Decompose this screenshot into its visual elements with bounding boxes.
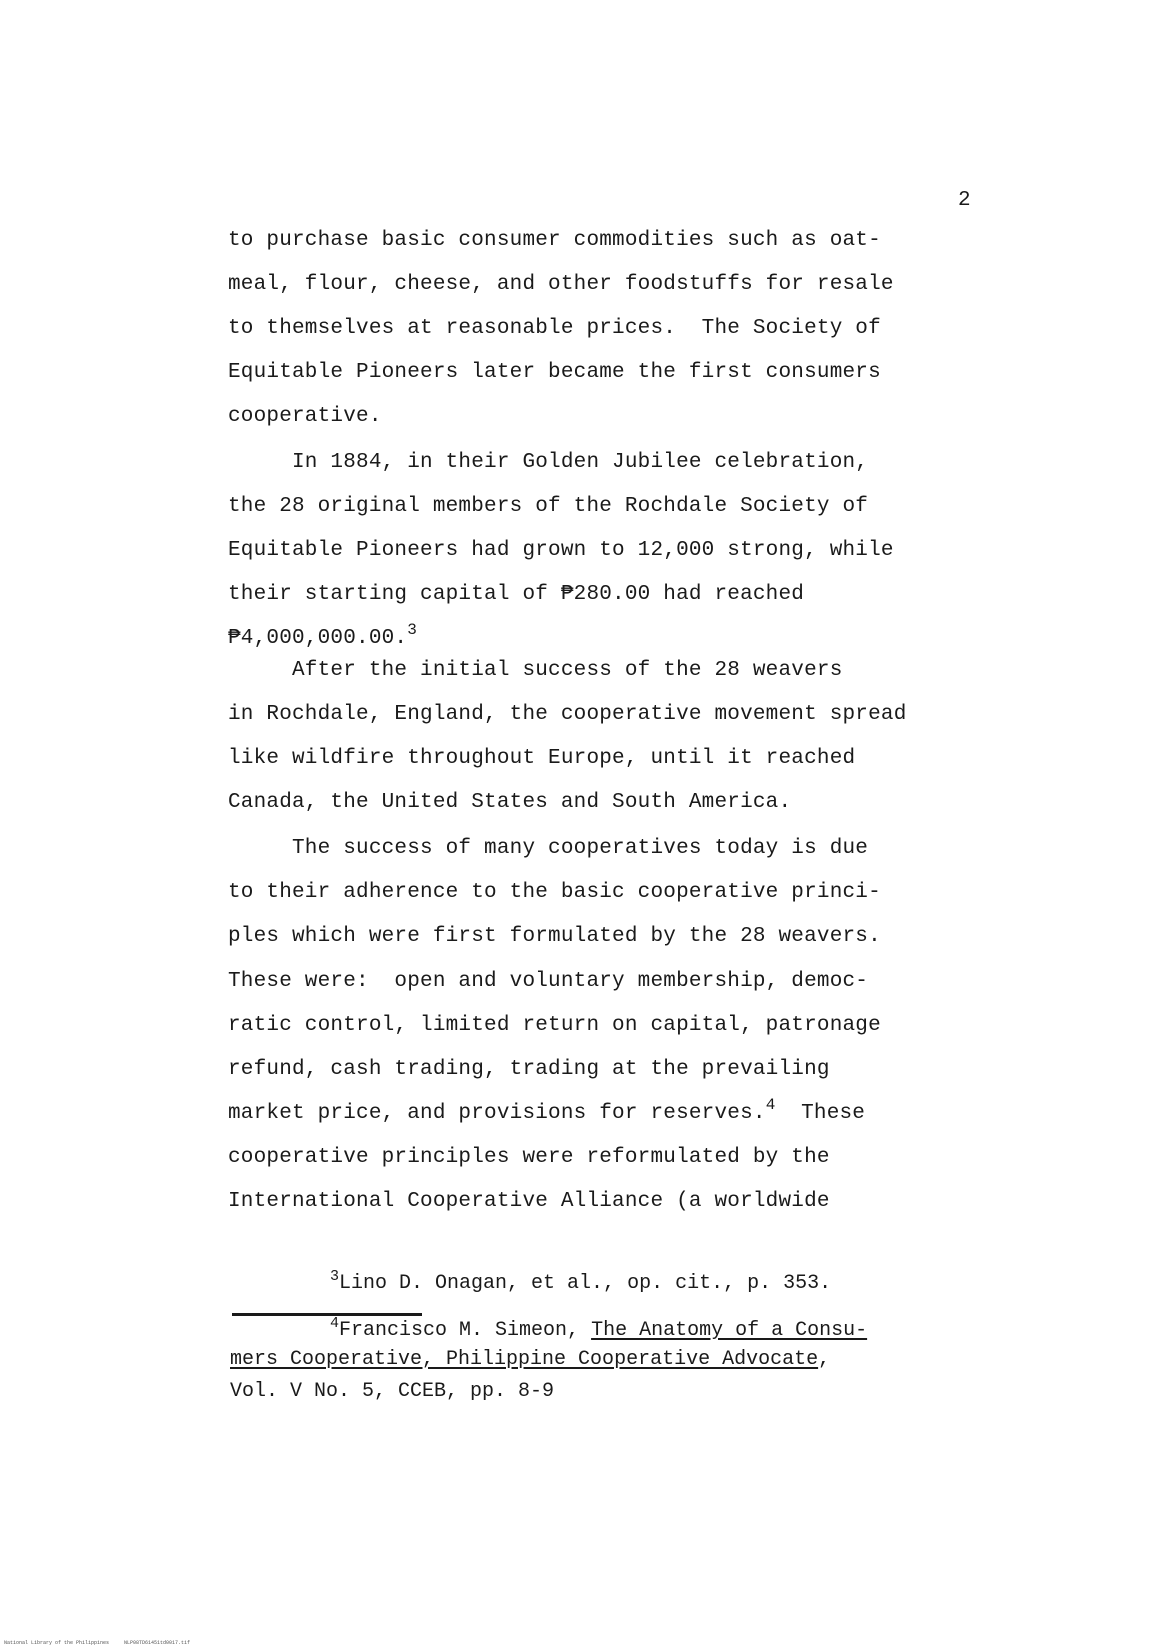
- footnote-comma: ,: [818, 1348, 831, 1371]
- footnote-3: [330, 1268, 832, 1295]
- body-text: These: [775, 1102, 866, 1125]
- footnote-title: mers Cooperative, Philippine Cooperative Advocate: [230, 1348, 819, 1371]
- footnote-reference: 3: [407, 621, 418, 639]
- footnote-text: Lino D. Onagan, et al., op. cit., p. 353.: [339, 1272, 832, 1295]
- body-line: cooperative principles were reformulated by the: [228, 1146, 830, 1169]
- footnote-4-line3: Vol. V No. 5, CCEB, pp. 8-9: [230, 1380, 555, 1403]
- footnote-4-line2: [230, 1348, 830, 1371]
- body-line: ples which were first formulated by the 28 weavers.: [228, 925, 881, 948]
- footnote-title: The Anatomy of a Consu-: [591, 1319, 868, 1342]
- body-line: refund, cash trading, trading at the prevailing: [228, 1058, 830, 1081]
- body-line: In 1884, in their Golden Jubilee celebration,: [228, 451, 869, 474]
- body-line: ratic control, limited return on capital, patronage: [228, 1014, 881, 1037]
- body-line: After the initial success of the 28 weavers: [228, 659, 843, 682]
- footnote-mark: 4: [330, 1315, 340, 1332]
- body-line: cooperative.: [228, 405, 382, 428]
- body-line: to purchase basic consumer commodities such as oat-: [228, 229, 881, 252]
- body-line: These were: open and voluntary membership, democ-: [228, 970, 869, 993]
- footnote-reference: 4: [765, 1096, 776, 1114]
- body-line: Equitable Pioneers had grown to 12,000 strong, while: [228, 539, 894, 562]
- body-line: [228, 1096, 866, 1125]
- body-line: The success of many cooperatives today is due: [228, 837, 869, 860]
- body-line: Equitable Pioneers later became the first consumers: [228, 361, 881, 384]
- body-line: in Rochdale, England, the cooperative movement spread: [228, 703, 907, 726]
- body-text: market price, and provisions for reserves.: [228, 1102, 766, 1125]
- body-line: [228, 621, 418, 650]
- footnote-4: [330, 1315, 868, 1342]
- body-line: to their adherence to the basic cooperative princi-: [228, 881, 881, 904]
- body-line: to themselves at reasonable prices. The Society of: [228, 317, 881, 340]
- footnote-mark: 3: [330, 1268, 340, 1285]
- body-line: International Cooperative Alliance (a worldwide: [228, 1190, 830, 1213]
- body-line: Canada, the United States and South America.: [228, 791, 792, 814]
- body-line: their starting capital of ₱280.00 had reached: [228, 583, 805, 606]
- body-line: like wildfire throughout Europe, until it reached: [228, 747, 856, 770]
- body-line: the 28 original members of the Rochdale Society of: [228, 495, 869, 518]
- footnote-rule: [232, 1313, 422, 1316]
- page-number: 2: [958, 189, 971, 212]
- footnote-author: Francisco M. Simeon,: [339, 1319, 592, 1342]
- body-text: ₱4,000,000.00.: [228, 627, 408, 650]
- scanner-caption: National Library of the Philippines NLP08TD61451td0017.tif: [4, 1640, 191, 1646]
- body-line: meal, flour, cheese, and other foodstuffs for resale: [228, 273, 894, 296]
